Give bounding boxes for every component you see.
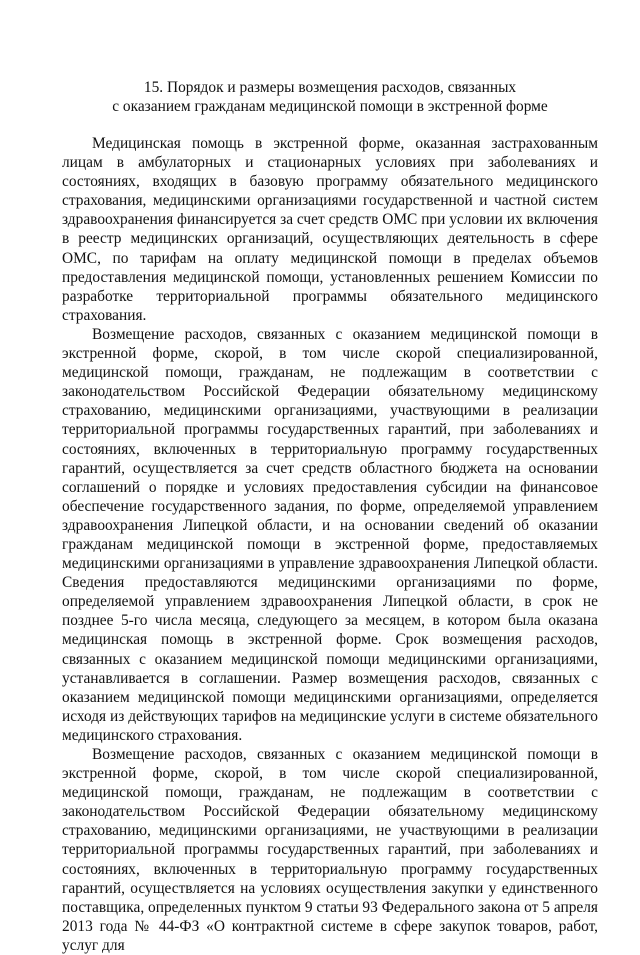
paragraph-1: Медицинская помощь в экстренной форме, оказанная застрахованным лицам в амбулаторных и стационарных условиях при заболеваниях и состояниях, входящих в базовую программу обязательного медицинского страхования, медицинскими организациями государственной и частной систем здравоохранения финансируется за счет средств ОМС при условии их включения в реестр медицинских организаций, осуществляющих деятельность в сфере ОМС, по тарифам на оплату медицинской помощи в пределах объемов предоставления медицинской помощи, установленных решением Комиссии по разработке территориальной программы обязательного медицинского страхования. [62,135,598,324]
paragraph-3: Возмещение расходов, связанных с оказанием медицинской помощи в экстренной форме, скорой, в том числе скорой специализированной, медицинской помощи, гражданам, не подлежащим в соответствии с законодательством Российской Федерации обязательному медицинскому страхованию, медицинскими организациями, не участвующими в реализации территориальной программы государственных гарантий, при заболеваниях и состояниях, включенных в территориальную программу государственных гарантий, осуществляется на условиях осуществления закупки у единственного поставщика, определенных пунктом 9 статьи 93 Федерального закона от 5 апреля 2013 года № 44-ФЗ «О контрактной системе в сфере закупок товаров, работ, услуг для [62,746,598,954]
section-heading-line-1: 15. Порядок и размеры возмещения расходов, связанных [143,79,517,96]
section-heading-line-2: с оказанием гражданам медицинской помощи в экстренной форме [112,98,548,115]
section-heading [60,78,600,116]
paragraph-2: Возмещение расходов, связанных с оказанием медицинской помощи в экстренной форме, скорой, в том числе скорой специализированной, медицинской помощи, гражданам, не подлежащим в соответствии с законодательством Российской Федерации обязательному медицинскому страхованию, медицинскими организациями, участвующими в реализации территориальной программы государственных гарантий, при заболеваниях и состояниях, включенных в территориальную программу государственных гарантий, осуществляется за счет средств областного бюджета на основании соглашений о порядке и условиях предоставления субсидии на финансовое обеспечение государственного задания, по форме, определяемой управлением здравоохранения Липецкой области, и на основании сведений об оказании гражданам медицинской помощи в экстренной форме, предоставляемых медицинскими организациями в управление здравоохранения Липецкой области. Сведения предоставляются медицинскими организациями по форме, определяемой управлением здравоохранения Липецкой области, в срок не позднее 5-го числа месяца, следующего за месяцем, в котором была оказана медицинская помощь в экстренной форме. Срок возмещения расходов, связанных с оказанием медицинской помощи медицинскими организациями, устанавливается в соглашении. Размер возмещения расходов, связанных с оказанием медицинской помощи медицинскими организациями, определяется исходя из действующих тарифов на медицинские услуги в системе обязательного медицинского страхования. [62,325,598,744]
document-body [62,134,598,955]
